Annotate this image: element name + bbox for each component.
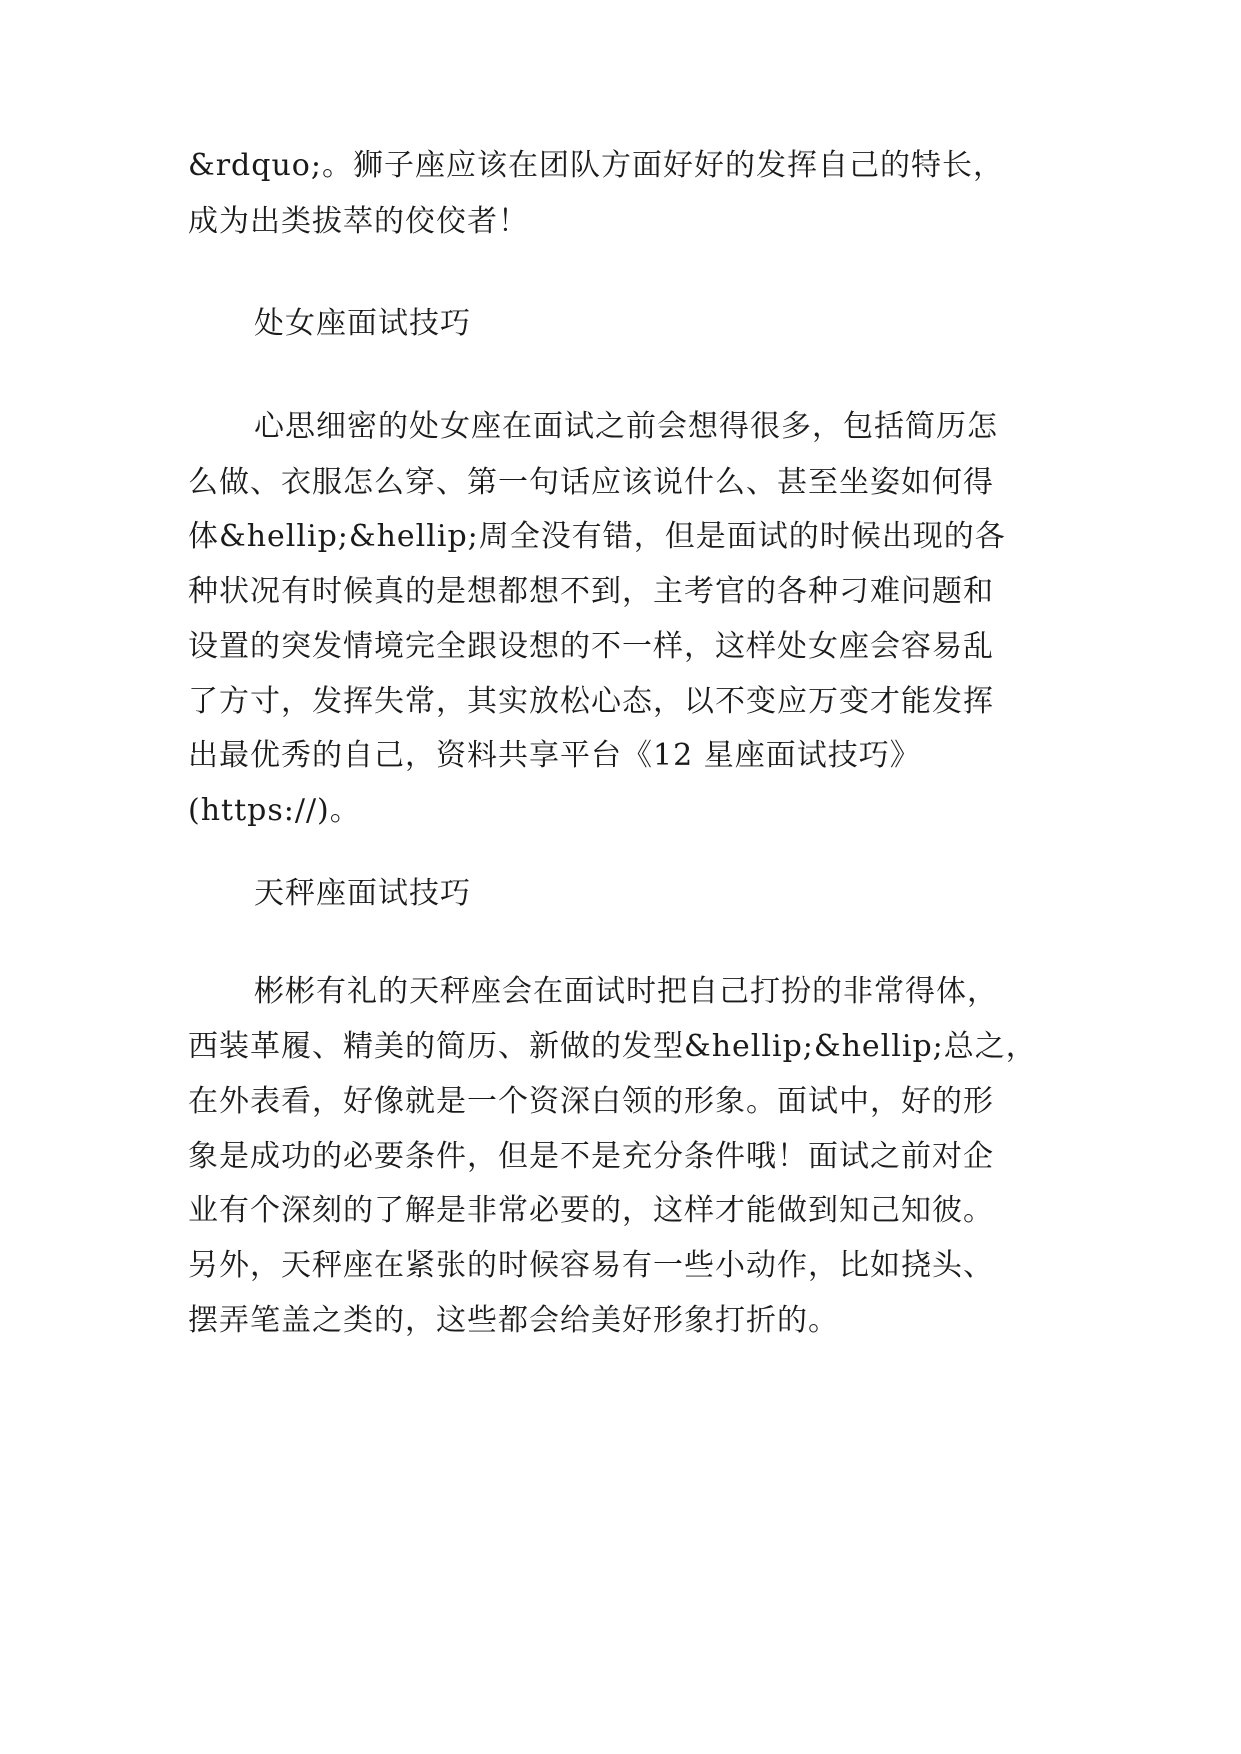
section-heading-libra: 天秤座面试技巧	[254, 876, 471, 911]
libra-paragraph-line: 摆弄笔盖之类的，这些都会给美好形象打折的。	[188, 1303, 839, 1338]
intro-line: &rdquo;。狮子座应该在团队方面好好的发挥自己的特长，	[188, 148, 1004, 183]
section-heading-virgo: 处女座面试技巧	[254, 306, 471, 341]
virgo-paragraph-line: 体&hellip;&hellip;周全没有错，但是面试的时候出现的各	[188, 519, 1006, 554]
libra-paragraph-line: 业有个深刻的了解是非常必要的，这样才能做到知己知彼。	[188, 1193, 994, 1228]
libra-paragraph-line: 在外表看，好像就是一个资深白领的形象。面试中，好的形	[188, 1084, 994, 1119]
virgo-paragraph-line: 了方寸，发挥失常，其实放松心态，以不变应万变才能发挥	[188, 684, 994, 719]
libra-paragraph-line: 另外，天秤座在紧张的时候容易有一些小动作，比如挠头、	[188, 1248, 994, 1283]
intro-line: 成为出类拔萃的佼佼者！	[188, 204, 529, 239]
libra-paragraph-line: 象是成功的必要条件，但是不是充分条件哦！面试之前对企	[188, 1139, 994, 1174]
libra-paragraph-line: 西装革履、精美的简历、新做的发型&hellip;&hellip;总之，	[188, 1029, 1037, 1064]
virgo-paragraph-line: 心思细密的处女座在面试之前会想得很多，包括简历怎	[254, 409, 998, 444]
virgo-paragraph-line: 出最优秀的自己，资料共享平台《12 星座面试技巧》	[188, 738, 921, 773]
virgo-paragraph-line: (https://)。	[188, 793, 361, 828]
virgo-paragraph-line: 么做、衣服怎么穿、第一句话应该说什么、甚至坐姿如何得	[188, 465, 994, 500]
virgo-paragraph-line: 设置的突发情境完全跟设想的不一样，这样处女座会容易乱	[188, 629, 994, 664]
libra-paragraph-line: 彬彬有礼的天秤座会在面试时把自己打扮的非常得体，	[254, 974, 998, 1009]
virgo-paragraph-line: 种状况有时候真的是想都想不到，主考官的各种刁难问题和	[188, 574, 994, 609]
